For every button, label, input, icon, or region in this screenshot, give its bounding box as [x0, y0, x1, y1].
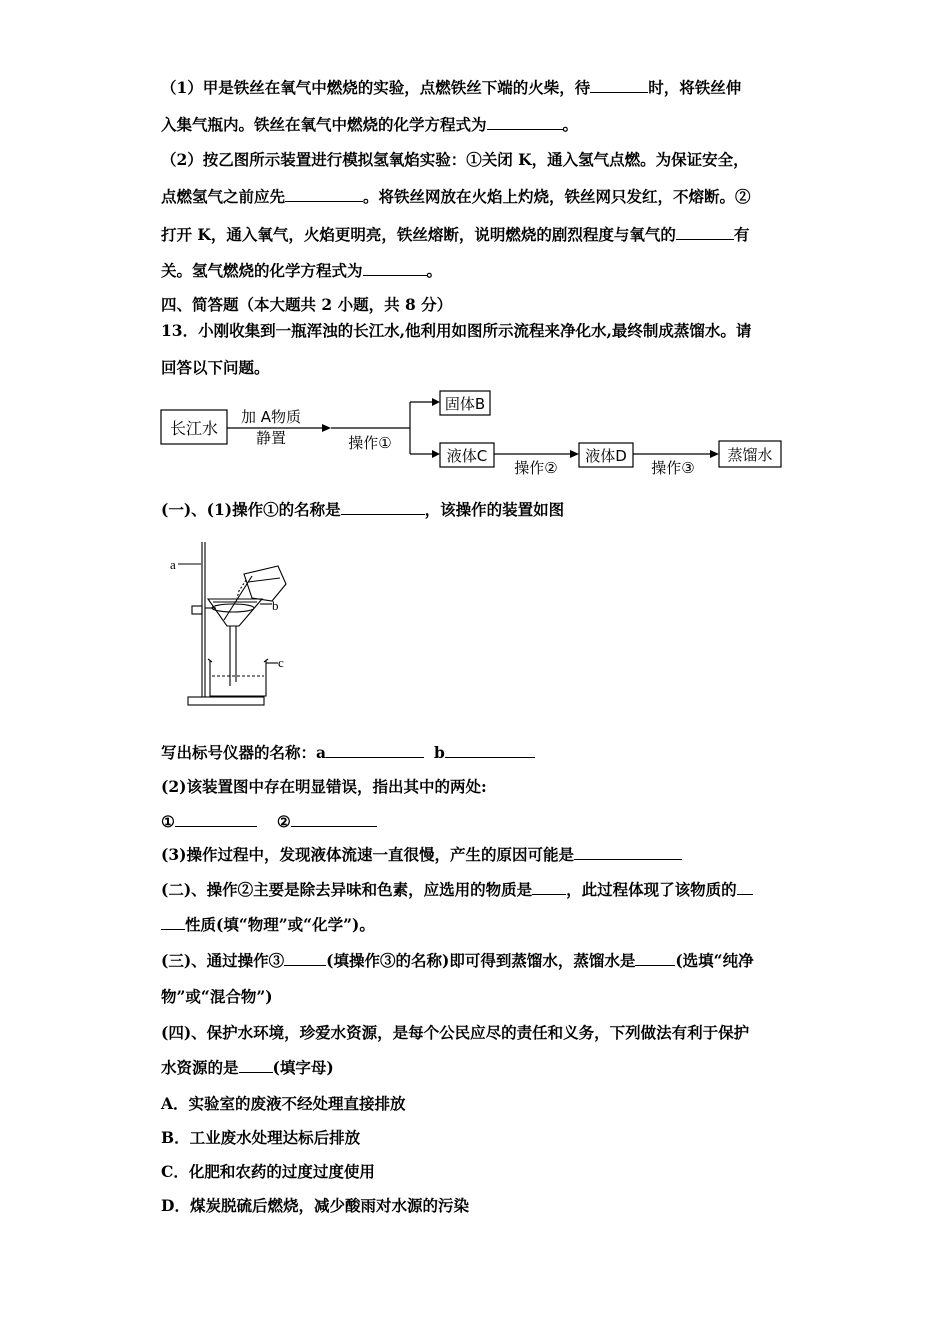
label-a: a	[170, 557, 176, 572]
pour-stream	[237, 580, 246, 598]
glass-rod	[224, 576, 252, 620]
answer-blank[interactable]	[285, 187, 363, 202]
flow-step-a-top: 加 A物质	[240, 408, 302, 426]
answer-blank-b[interactable]	[445, 743, 535, 758]
answer-blank[interactable]	[676, 225, 734, 240]
answer-blank-cont[interactable]	[161, 915, 185, 930]
answer-blank[interactable]	[341, 500, 425, 515]
label-c: c	[278, 655, 284, 670]
q13-stem-line2: 回答以下问题。	[161, 358, 270, 377]
funnel-stem	[230, 626, 236, 686]
flow-liquid-d-label: 液体D	[585, 447, 627, 465]
option-d: D．煤炭脱硫后燃烧，减少酸雨对水源的污染	[161, 1196, 469, 1215]
answer-blank[interactable]	[574, 845, 682, 860]
answer-blank[interactable]	[532, 880, 566, 895]
pouring-beaker	[244, 566, 286, 601]
part3-line2: 物”或“混合物”)	[161, 987, 273, 1006]
q2-answers-line: ① ②	[161, 812, 377, 832]
flow-start-label: 长江水	[169, 419, 219, 438]
answer-blank[interactable]	[175, 812, 257, 827]
filtration-apparatus-figure	[168, 536, 298, 711]
part3-line1: (三)、通过操作③ (填操作③的名称)即可得到蒸馏水，蒸馏水是 (选填“纯净	[161, 951, 754, 970]
beaker-lip	[208, 659, 268, 662]
flow-liquid-c-label: 液体C	[446, 447, 488, 465]
q2-text: (2)该装置图中存在明显错误，指出其中的两处:	[161, 777, 487, 796]
answer-blank[interactable]	[487, 115, 563, 130]
answer-blank[interactable]	[284, 951, 326, 966]
q13-stem-line1: 13．小刚收集到一瓶浑浊的长江水,他利用如图所示流程来净化水,最终制成蒸馏水。请	[161, 321, 752, 340]
stand-base	[188, 697, 264, 705]
option-c: C．化肥和农药的过度过度使用	[161, 1162, 375, 1181]
flow-arrowhead-4	[710, 450, 719, 458]
instrument-names-line: 写出标号仪器的名称：a b	[161, 743, 535, 763]
flow-arrowhead-b	[432, 398, 440, 406]
answer-blank[interactable]	[363, 261, 427, 276]
part1-q1-line: (一)、(1)操作①的名称是 ，该操作的装置如图	[161, 500, 565, 519]
option-b: B．工业废水处理达标后排放	[161, 1128, 361, 1147]
flow-op1-label: 操作①	[348, 434, 392, 452]
flow-arrowhead-3	[570, 450, 579, 458]
answer-blank[interactable]	[291, 812, 377, 827]
flow-arrowhead-c	[432, 450, 440, 458]
part2-line2: 性质(填“物理”或“化学”)。	[161, 915, 375, 935]
answer-blank[interactable]	[239, 1058, 273, 1073]
flow-distilled-label: 蒸馏水	[727, 446, 773, 464]
answer-blank[interactable]	[737, 880, 753, 895]
q12-part1-line1: （1）甲是铁丝在氧气中燃烧的实验，点燃铁丝下端的火柴，待 时，将铁丝伸	[161, 78, 742, 97]
pouring-beaker-liquid	[248, 578, 280, 582]
part2-line1: (二)、操作②主要是除去异味和色素，应选用的物质是 ，此过程体现了该物质的	[161, 880, 753, 900]
beaker-body	[210, 661, 266, 696]
answer-blank[interactable]	[635, 951, 675, 966]
flow-solid-b-label: 固体B	[444, 395, 486, 413]
flow-step-a-bottom: 静置	[255, 429, 287, 447]
part4-line2: 水资源的是 (填字母)	[161, 1058, 334, 1077]
q12-part2-line2: 点燃氢气之前应先 。将铁丝网放在火焰上灼烧，铁丝网只发红，不熔断。②	[161, 187, 751, 206]
section-heading: 四、简答题（本大题共 2 小题，共 8 分）	[161, 295, 453, 314]
clamp-boss	[192, 606, 202, 614]
answer-blank-a[interactable]	[326, 743, 424, 758]
purification-flowchart	[160, 388, 790, 478]
flow-op3-label: 操作③	[651, 459, 695, 477]
q3-line: (3)操作过程中，发现液体流速一直很慢，产生的原因可能是	[161, 845, 682, 865]
flow-arrowhead-1	[322, 424, 331, 432]
part4-line1: (四)、保护水环境，珍爱水资源，是每个公民应尽的责任和义务，下列做法有利于保护	[161, 1023, 750, 1042]
answer-blank[interactable]	[590, 78, 648, 93]
q12-part2-line3: 打开 K，通入氧气，火焰更明亮，铁丝熔断，说明燃烧的剧烈程度与氧气的 有	[161, 225, 750, 244]
q12-part2-line4: 关。氢气燃烧的化学方程式为 。	[161, 261, 443, 280]
label-b: b	[272, 598, 279, 613]
flow-op2-label: 操作②	[514, 459, 558, 477]
q12-part2-line1: （2）按乙图所示装置进行模拟氢氧焰实验：①关闭 K，通入氢气点燃。为保证安全，	[161, 150, 749, 169]
q12-part1-line2: 入集气瓶内。铁丝在氧气中燃烧的化学方程式为 。	[161, 115, 579, 134]
option-a: A．实验室的废液不经处理直接排放	[161, 1094, 406, 1113]
